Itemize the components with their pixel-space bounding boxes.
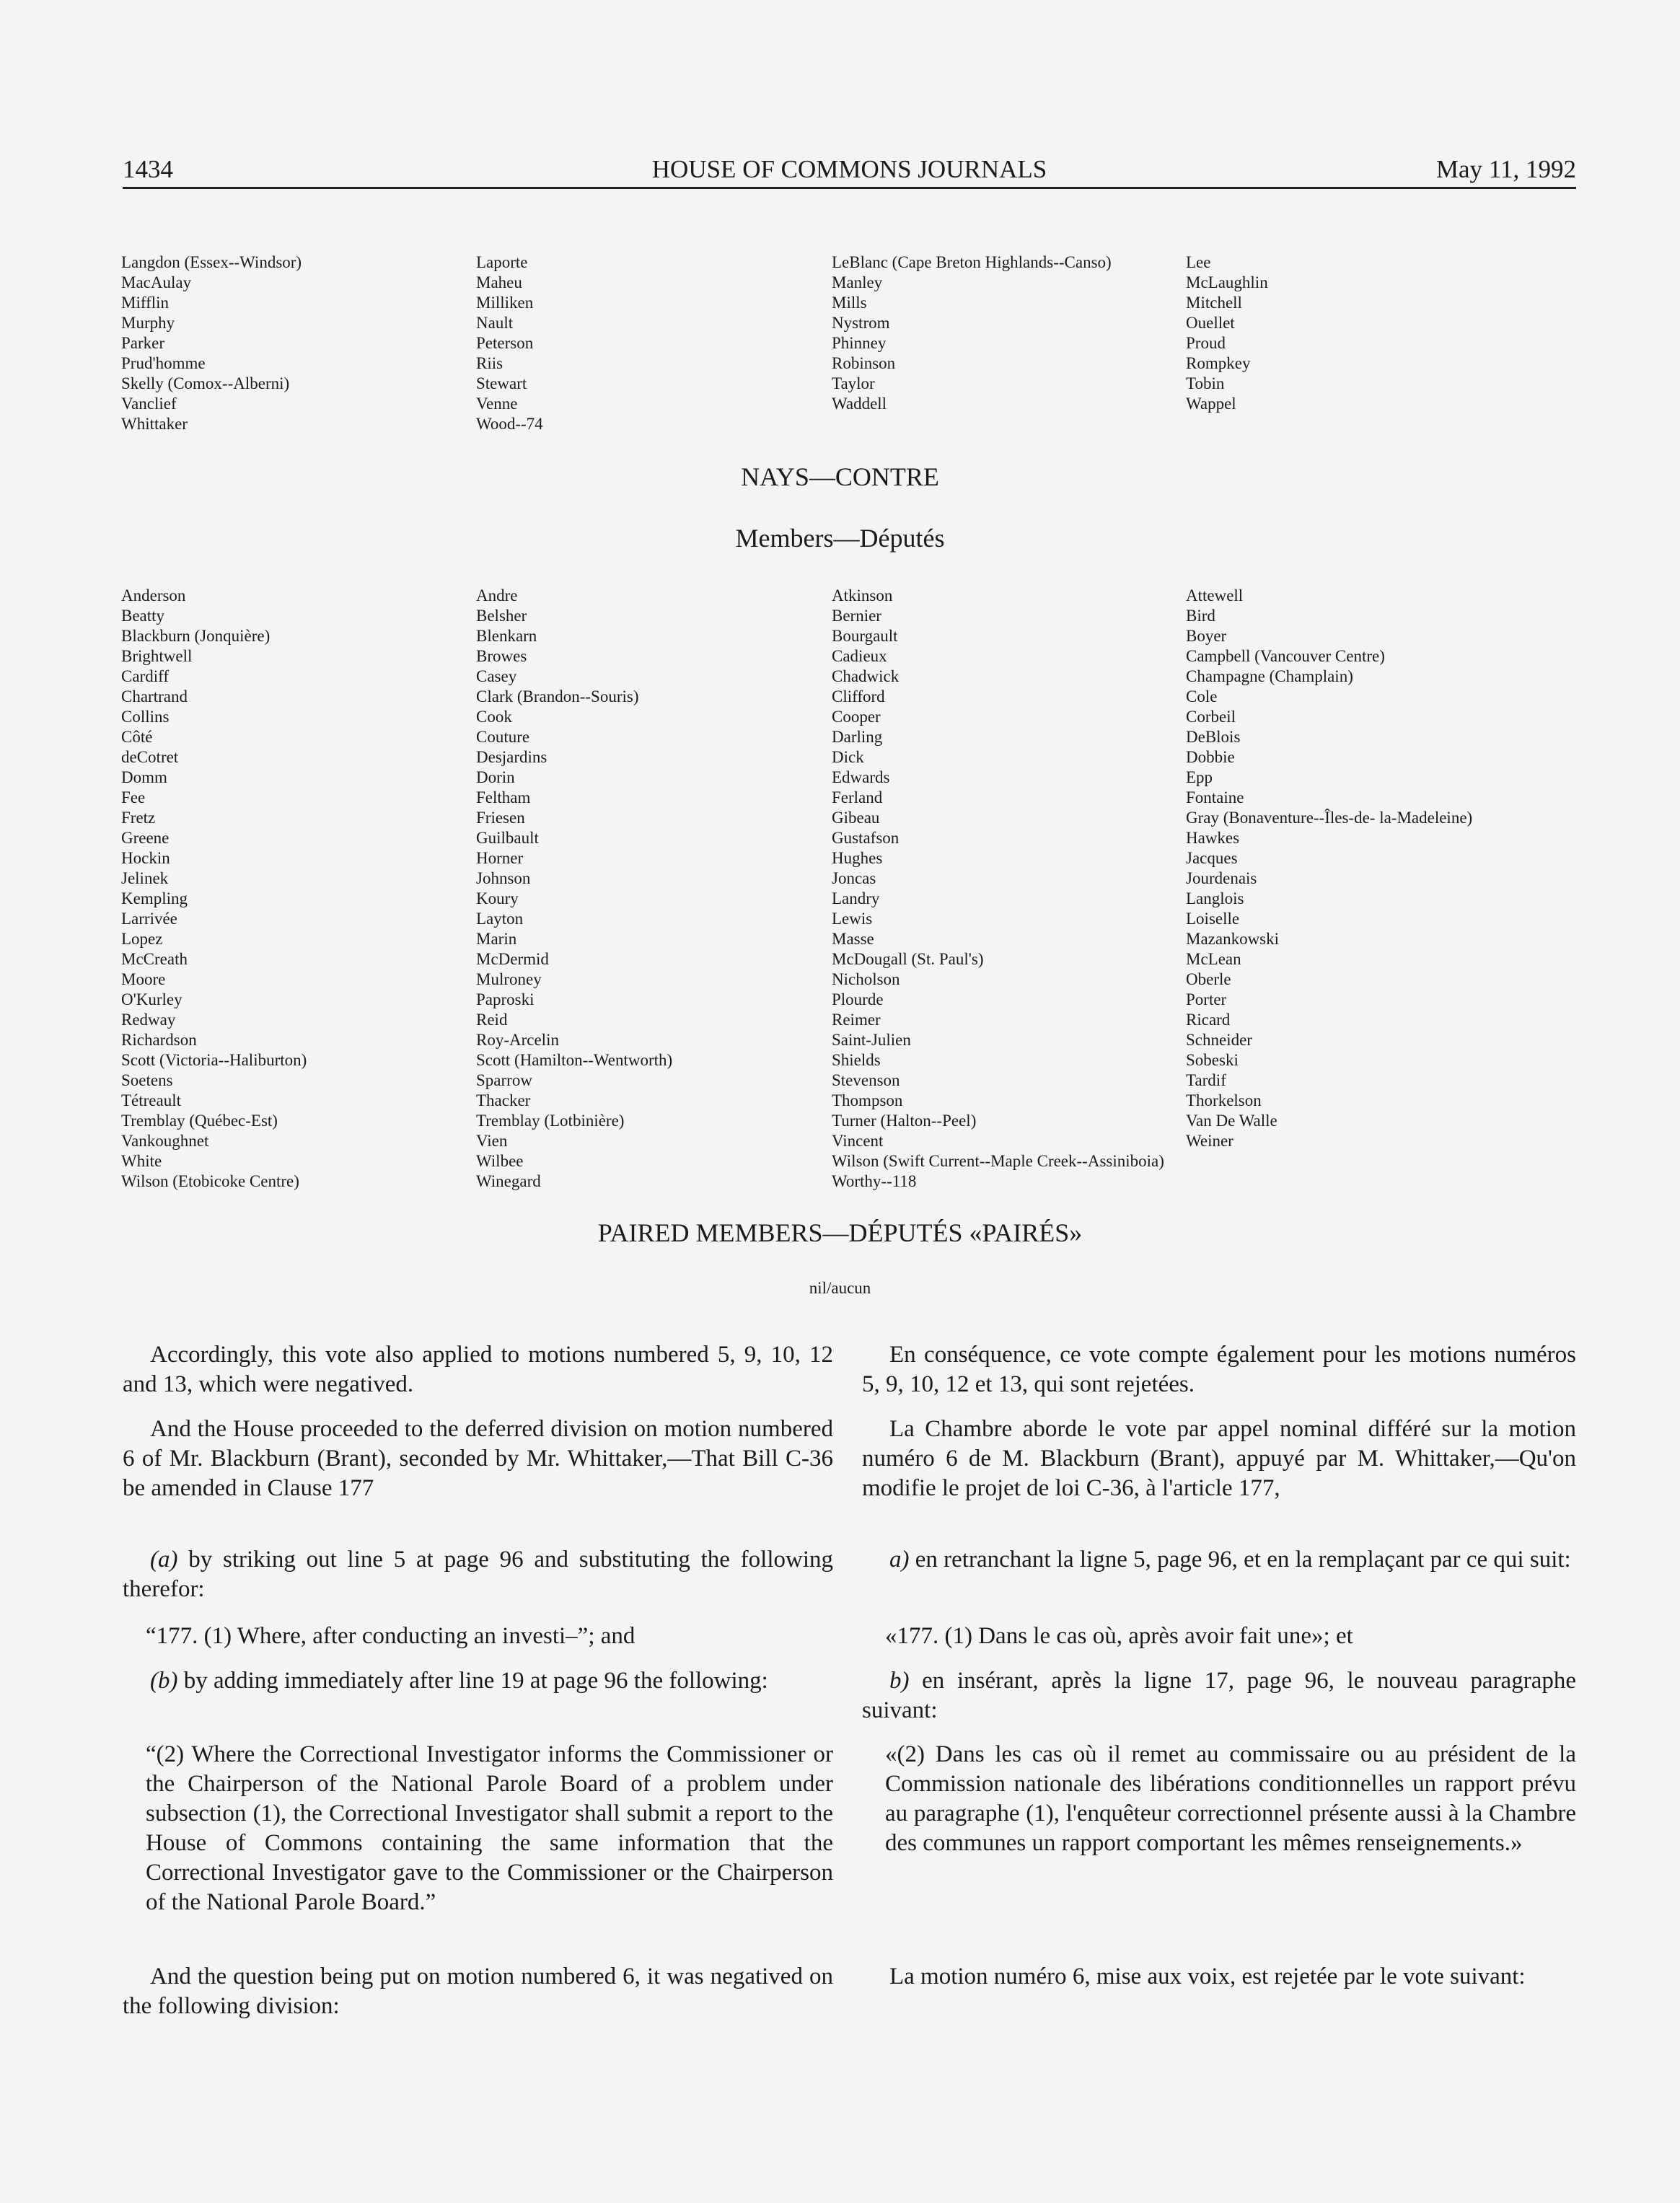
paired-heading: PAIRED MEMBERS—DÉPUTÉS «PAIRÉS» bbox=[597, 1218, 1083, 1247]
member-name: Mazankowski bbox=[1186, 930, 1280, 948]
english-paragraph-3 bbox=[123, 1545, 833, 1604]
member-name: Venne bbox=[476, 395, 518, 413]
member-name: Blackburn (Jonquière) bbox=[121, 627, 271, 645]
member-name: Stevenson bbox=[832, 1071, 900, 1089]
running-header bbox=[123, 155, 1576, 191]
member-name: Van De Walle bbox=[1186, 1112, 1277, 1130]
member-name: Langlois bbox=[1186, 889, 1244, 907]
member-name: Bernier bbox=[832, 607, 881, 625]
member-name: Turner (Halton--Peel) bbox=[832, 1112, 977, 1130]
member-name: Clifford bbox=[832, 687, 885, 705]
nays-heading: NAYS—CONTRE bbox=[741, 462, 939, 491]
member-name: Paproski bbox=[476, 990, 535, 1008]
member-name: Campbell (Vancouver Centre) bbox=[1186, 647, 1385, 665]
member-name: Roy-Arcelin bbox=[476, 1031, 559, 1049]
member-name: Ferland bbox=[832, 788, 883, 806]
member-name: Whittaker bbox=[121, 415, 188, 433]
member-name: McLaughlin bbox=[1186, 273, 1268, 291]
clause-text: by adding immediately after line 19 at page 96 the following: bbox=[177, 1668, 768, 1694]
member-name: Vincent bbox=[832, 1132, 884, 1150]
member-name: Epp bbox=[1186, 768, 1213, 786]
member-name: Anderson bbox=[121, 586, 186, 604]
member-name: Tardif bbox=[1186, 1071, 1226, 1089]
member-name: Gray (Bonaventure--Îles-de- la-Madeleine) bbox=[1186, 809, 1473, 827]
member-name: Thorkelson bbox=[1186, 1091, 1262, 1109]
member-name: Reimer bbox=[832, 1011, 881, 1029]
clause-marker: (a) bbox=[150, 1547, 178, 1573]
member-name: Langdon (Essex--Windsor) bbox=[121, 253, 302, 271]
member-name: Couture bbox=[476, 728, 530, 746]
member-name: Chartrand bbox=[121, 687, 188, 705]
member-name: Laporte bbox=[476, 253, 528, 271]
member-name: Champagne (Champlain) bbox=[1186, 667, 1353, 685]
member-name: Jacques bbox=[1186, 849, 1238, 867]
member-name: Dick bbox=[832, 748, 864, 766]
member-name: Thacker bbox=[476, 1091, 531, 1109]
member-name: Wilson (Swift Current--Maple Creek--Assiniboia) bbox=[832, 1152, 1164, 1170]
journal-date: May 11, 1992 bbox=[1435, 155, 1576, 183]
member-name: Shields bbox=[832, 1051, 881, 1069]
member-name: Mifflin bbox=[121, 294, 170, 312]
member-name: Atkinson bbox=[832, 586, 893, 604]
member-name: Lopez bbox=[121, 930, 163, 948]
member-name: Prud'homme bbox=[121, 354, 206, 372]
french-quote-2: «(2) Dans les cas où il remet au commissaire ou au président de la Commission nationale des libérations conditionnelles un rapport prévu au paragraphe (1), l'enquêteur correctionnel présente aussi à la Chambre des communes un rapport comportant les mêmes renseignements.» bbox=[885, 1741, 1576, 1856]
member-name: Jelinek bbox=[121, 869, 169, 887]
member-name: Feltham bbox=[476, 788, 531, 806]
member-name: Koury bbox=[476, 889, 519, 907]
french-paragraph-5: La motion numéro 6, mise aux voix, est rejetée par le vote suivant: bbox=[889, 1964, 1526, 1989]
member-name: Tremblay (Québec-Est) bbox=[121, 1112, 278, 1130]
member-column-2 bbox=[476, 586, 672, 1192]
member-name: Rompkey bbox=[1186, 354, 1251, 372]
member-column-2 bbox=[476, 252, 543, 434]
member-name: Lewis bbox=[832, 910, 873, 928]
member-name: Blenkarn bbox=[476, 627, 537, 645]
english-quote-1: “177. (1) Where, after conducting an investi–”; and bbox=[146, 1623, 636, 1649]
member-name: Tobin bbox=[1186, 374, 1225, 392]
member-name: Jourdenais bbox=[1186, 869, 1257, 887]
member-name: Hughes bbox=[832, 849, 883, 867]
member-column-4 bbox=[1186, 252, 1268, 414]
member-name: Wappel bbox=[1186, 395, 1236, 413]
member-name: Tétreault bbox=[121, 1091, 182, 1109]
member-name: Soetens bbox=[121, 1071, 173, 1089]
member-name: Brightwell bbox=[121, 647, 193, 665]
member-name: Bourgault bbox=[832, 627, 898, 645]
member-column-1 bbox=[121, 252, 302, 434]
french-paragraph-4 bbox=[862, 1666, 1576, 1725]
member-name: Ouellet bbox=[1186, 314, 1235, 332]
member-name: Saint-Julien bbox=[832, 1031, 911, 1049]
member-name: Scott (Victoria--Haliburton) bbox=[121, 1051, 307, 1069]
header-rule bbox=[123, 187, 1576, 189]
member-name: Scott (Hamilton--Wentworth) bbox=[476, 1051, 673, 1069]
member-name: Schneider bbox=[1186, 1031, 1252, 1049]
member-name: Côté bbox=[121, 728, 153, 746]
member-column-3 bbox=[832, 586, 1164, 1192]
member-name: Fontaine bbox=[1186, 788, 1244, 806]
member-name: Hockin bbox=[121, 849, 170, 867]
member-name: Marin bbox=[476, 930, 517, 948]
member-name: Wilbee bbox=[476, 1152, 524, 1170]
member-name: Andre bbox=[476, 586, 518, 604]
member-name: Oberle bbox=[1186, 970, 1231, 988]
english-paragraph-2: And the House proceeded to the deferred division on motion numbered 6 of Mr. Blackburn (Brant), seconded by Mr. Whittaker,—That Bill C-36 be amended in Clause 177 bbox=[123, 1416, 833, 1501]
member-name: Wood--74 bbox=[476, 415, 543, 433]
french-quote-1: «177. (1) Dans le cas où, après avoir fait une»; et bbox=[885, 1623, 1353, 1649]
member-name: Browes bbox=[476, 647, 527, 665]
member-name: McDermid bbox=[476, 950, 549, 968]
member-name: Parker bbox=[121, 334, 165, 352]
nays-subheading: Members—Députés bbox=[735, 524, 945, 553]
member-name: Dobbie bbox=[1186, 748, 1235, 766]
member-name: Mulroney bbox=[476, 970, 542, 988]
member-name: Weiner bbox=[1186, 1132, 1233, 1150]
member-name: Hawkes bbox=[1186, 829, 1240, 847]
member-name: Manley bbox=[832, 273, 883, 291]
member-name: Robinson bbox=[832, 354, 896, 372]
member-name: Peterson bbox=[476, 334, 534, 352]
member-name: Cadieux bbox=[832, 647, 887, 665]
member-name: Mills bbox=[832, 294, 867, 312]
member-name: Johnson bbox=[476, 869, 531, 887]
member-name: Porter bbox=[1186, 990, 1227, 1008]
member-name: Casey bbox=[476, 667, 517, 685]
member-name: Mitchell bbox=[1186, 294, 1242, 312]
member-name: Collins bbox=[121, 708, 170, 726]
member-name: Domm bbox=[121, 768, 167, 786]
member-name: Edwards bbox=[832, 768, 890, 786]
member-name: Belsher bbox=[476, 607, 527, 625]
member-name: Sobeski bbox=[1186, 1051, 1239, 1069]
member-name: Desjardins bbox=[476, 748, 547, 766]
clause-text: en insérant, après la ligne 17, page 96, le nouveau paragraphe suivant: bbox=[862, 1668, 1576, 1723]
member-name: Stewart bbox=[476, 374, 527, 392]
member-name: Waddell bbox=[832, 395, 887, 413]
member-name: Layton bbox=[476, 910, 524, 928]
member-name: Nicholson bbox=[832, 970, 900, 988]
page-number: 1434 bbox=[123, 155, 173, 183]
member-name: Tremblay (Lotbinière) bbox=[476, 1112, 625, 1130]
member-name: Reid bbox=[476, 1011, 508, 1029]
member-name: Cook bbox=[476, 708, 512, 726]
member-name: MacAulay bbox=[121, 273, 192, 291]
member-name: Redway bbox=[121, 1011, 176, 1029]
clause-marker: a) bbox=[889, 1547, 910, 1573]
member-name: White bbox=[121, 1152, 162, 1170]
member-name: O'Kurley bbox=[121, 990, 182, 1008]
member-name: Fee bbox=[121, 788, 146, 806]
paired-value: nil/aucun bbox=[809, 1279, 871, 1297]
member-name: Greene bbox=[121, 829, 170, 847]
member-name: Plourde bbox=[832, 990, 884, 1008]
member-name: Horner bbox=[476, 849, 524, 867]
member-name: Murphy bbox=[121, 314, 175, 332]
clause-text: by striking out line 5 at page 96 and substituting the following therefor: bbox=[123, 1547, 833, 1602]
clause-marker: (b) bbox=[150, 1668, 178, 1694]
member-name: Darling bbox=[832, 728, 883, 746]
member-name: Phinney bbox=[832, 334, 887, 352]
member-name: DeBlois bbox=[1186, 728, 1241, 746]
member-name: McDougall (St. Paul's) bbox=[832, 950, 984, 968]
member-name: Corbeil bbox=[1186, 708, 1236, 726]
member-name: LeBlanc (Cape Breton Highlands--Canso) bbox=[832, 253, 1112, 271]
member-name: Dorin bbox=[476, 768, 515, 786]
english-paragraph-1: Accordingly, this vote also applied to motions numbered 5, 9, 10, 12 and 13, which were negatived. bbox=[123, 1342, 833, 1397]
clause-text: en retranchant la ligne 5, page 96, et en la remplaçant par ce qui suit: bbox=[909, 1547, 1571, 1573]
member-name: Maheu bbox=[476, 273, 522, 291]
member-name: McLean bbox=[1186, 950, 1241, 968]
member-name: Nystrom bbox=[832, 314, 890, 332]
english-paragraph-4 bbox=[123, 1666, 833, 1696]
member-name: McCreath bbox=[121, 950, 188, 968]
member-name: Chadwick bbox=[832, 667, 900, 685]
member-name: Loiselle bbox=[1186, 910, 1240, 928]
member-name: Gibeau bbox=[832, 809, 880, 827]
member-column-3 bbox=[832, 252, 1112, 414]
member-name: Clark (Brandon--Souris) bbox=[476, 687, 639, 705]
member-name: Vien bbox=[476, 1132, 508, 1150]
english-paragraph-5: And the question being put on motion numbered 6, it was negatived on the following division: bbox=[123, 1964, 833, 2019]
member-name: Ricard bbox=[1186, 1011, 1231, 1029]
member-name: Cooper bbox=[832, 708, 881, 726]
member-column-4 bbox=[1186, 586, 1472, 1151]
member-name: Taylor bbox=[832, 374, 875, 392]
member-name: Vanclief bbox=[121, 395, 177, 413]
journal-title: HOUSE OF COMMONS JOURNALS bbox=[651, 155, 1047, 183]
member-name: Worthy--118 bbox=[832, 1172, 917, 1190]
member-name: Cardiff bbox=[121, 667, 170, 685]
member-name: Skelly (Comox--Alberni) bbox=[121, 374, 290, 392]
member-column-1 bbox=[121, 586, 307, 1192]
member-name: Milliken bbox=[476, 294, 534, 312]
member-name: Fretz bbox=[121, 809, 156, 827]
member-name: Richardson bbox=[121, 1031, 197, 1049]
member-name: Landry bbox=[832, 889, 880, 907]
member-name: Wilson (Etobicoke Centre) bbox=[121, 1172, 299, 1190]
member-name: Joncas bbox=[832, 869, 876, 887]
member-name: Beatty bbox=[121, 607, 165, 625]
member-name: Friesen bbox=[476, 809, 525, 827]
member-name: Proud bbox=[1186, 334, 1226, 352]
member-name: Lee bbox=[1186, 253, 1211, 271]
member-name: Nault bbox=[476, 314, 514, 332]
member-name: Winegard bbox=[476, 1172, 541, 1190]
member-name: Thompson bbox=[832, 1091, 903, 1109]
french-paragraph-3 bbox=[862, 1545, 1576, 1575]
french-paragraph-1: En conséquence, ce vote compte également pour les motions numéros 5, 9, 10, 12 et 13, qui sont rejetées. bbox=[862, 1342, 1576, 1397]
member-name: Cole bbox=[1186, 687, 1218, 705]
member-name: Guilbault bbox=[476, 829, 539, 847]
member-name: Bird bbox=[1186, 607, 1215, 625]
member-name: Vankoughnet bbox=[121, 1132, 209, 1150]
member-name: Larrivée bbox=[121, 910, 177, 928]
member-name: Gustafson bbox=[832, 829, 900, 847]
french-paragraph-2: La Chambre aborde le vote par appel nominal différé sur la motion numéro 6 de M. Blackburn (Brant), appuyé par M. Whittaker,—Qu'on modifie le projet de loi C-36, à l'article 177, bbox=[862, 1416, 1576, 1501]
member-name: Riis bbox=[476, 354, 503, 372]
member-name: Boyer bbox=[1186, 627, 1227, 645]
member-name: deCotret bbox=[121, 748, 179, 766]
member-name: Moore bbox=[121, 970, 166, 988]
clause-marker: b) bbox=[889, 1668, 910, 1694]
english-quote-2: “(2) Where the Correctional Investigator informs the Commissioner or the Chairperson of the National Parole Board of a problem under subsection (1), the Correctional Investigator shall submit a report to the House of Commons containing the same information that the Correctional Investigator gave to the Commissioner or the Chairperson of the National Parole Board.” bbox=[146, 1741, 833, 1915]
member-name: Kempling bbox=[121, 889, 188, 907]
member-name: Masse bbox=[832, 930, 874, 948]
member-name: Sparrow bbox=[476, 1071, 532, 1089]
member-name: Attewell bbox=[1186, 586, 1244, 604]
